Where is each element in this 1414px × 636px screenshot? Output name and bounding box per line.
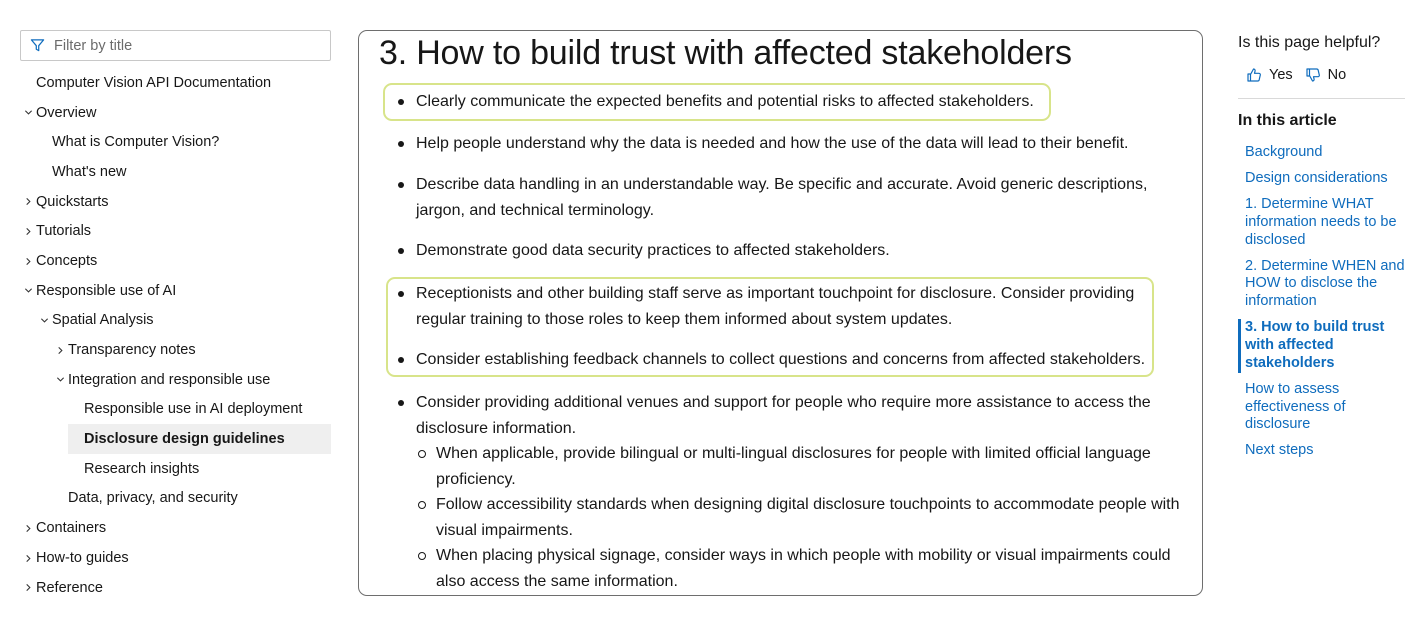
list-item-text: Describe data handling in an understandable way. Be specific and accurate. Avoid generic descriptions, jargon, and technical terminology.: [416, 176, 1148, 219]
sub-list-item: [436, 492, 1186, 543]
toc-item-whats-new[interactable]: [20, 157, 331, 187]
toc-item-label: Integration and responsible use: [68, 371, 271, 388]
toc-item-research-insights[interactable]: [20, 454, 331, 484]
no-button[interactable]: [1305, 67, 1347, 83]
sub-list-item: [436, 441, 1186, 492]
list-item: [416, 131, 1176, 157]
divider: [1238, 98, 1405, 99]
toc-item-how-to-guides[interactable]: [20, 543, 331, 573]
toc-item-label: What is Computer Vision?: [52, 134, 220, 151]
article-link-determine-when-how[interactable]: 2. Determine WHEN and HOW to disclose the information: [1245, 257, 1405, 310]
list-item-text: Clearly communicate the expected benefits and potential risks to affected stakeholders.: [416, 93, 1034, 110]
chevron-right-icon[interactable]: [55, 345, 65, 355]
chevron-right-icon[interactable]: [23, 583, 33, 593]
toc-item-quickstarts[interactable]: [20, 187, 331, 217]
list-item: [416, 238, 1176, 264]
toc-item-label: How-to guides: [36, 549, 129, 566]
sub-list-item: [436, 543, 1186, 594]
toc-item-overview[interactable]: [20, 98, 331, 128]
article-heading: 3. How to build trust with affected stakeholders: [379, 34, 1072, 72]
article-link-next-steps[interactable]: Next steps: [1245, 442, 1314, 459]
list-item-text: Consider providing additional venues and support for people who require more assistance to access the disclosure information.: [416, 394, 1151, 437]
chevron-right-icon[interactable]: [23, 553, 33, 563]
toc-item-tutorials[interactable]: [20, 216, 331, 246]
chevron-down-icon[interactable]: [23, 286, 33, 296]
filter-icon: [30, 38, 45, 53]
feedback-buttons: [1246, 67, 1358, 83]
sub-list-item-text: When placing physical signage, consider ways in which people with mobility or visual impairments could also access the same information.: [436, 547, 1171, 590]
toc-item-what-is-computer-vision[interactable]: [20, 127, 331, 157]
toc-item-label: Concepts: [36, 252, 98, 269]
toc-item-label: Containers: [36, 520, 107, 537]
article-link-build-trust[interactable]: 3. How to build trust with affected stakeholders: [1238, 319, 1405, 372]
yes-button[interactable]: [1246, 67, 1293, 83]
in-this-article-heading: In this article: [1238, 112, 1337, 129]
list-item: [416, 390, 1176, 441]
toc-item-responsible-use-of-ai[interactable]: [20, 276, 331, 306]
sub-list-item-text: When applicable, provide bilingual or multi-lingual disclosures for people with limited official language proficiency.: [436, 445, 1151, 488]
list-item-text: Demonstrate good data security practices to affected stakeholders.: [416, 242, 890, 259]
chevron-down-icon[interactable]: [55, 375, 65, 385]
list-item: [416, 89, 1176, 115]
left-navigation: [20, 30, 331, 602]
filter-input[interactable]: [54, 38, 314, 54]
toc-item-data-privacy-security[interactable]: [20, 484, 331, 514]
list-item-text: Receptionists and other building staff serve as important touchpoint for disclosure. Consider providing regular training to those roles to keep them informed about system updates.: [416, 285, 1135, 328]
chevron-down-icon[interactable]: [39, 316, 49, 326]
article-link-assess-effectiveness[interactable]: How to assess effectiveness of disclosure: [1245, 380, 1346, 433]
toc-item-transparency-notes[interactable]: [20, 335, 331, 365]
chevron-right-icon[interactable]: [23, 523, 33, 533]
toc-item-label: Transparency notes: [68, 342, 196, 359]
article-link-determine-what[interactable]: 1. Determine WHAT information needs to be disclosed: [1245, 195, 1397, 248]
toc-item-label: Data, privacy, and security: [68, 490, 238, 507]
toc-item-spatial-analysis[interactable]: [20, 306, 331, 336]
list-item: [416, 172, 1176, 223]
article-link-design-considerations[interactable]: Design considerations: [1245, 169, 1388, 186]
thumbs-up-icon: [1246, 67, 1262, 83]
toc-item-disclosure-design-guidelines[interactable]: [68, 424, 331, 454]
toc-item-label: Spatial Analysis: [52, 312, 154, 329]
toc-item-label: Responsible use of AI: [36, 282, 177, 299]
toc-item-label: Quickstarts: [36, 193, 109, 210]
toc-item-label: What's new: [52, 163, 127, 180]
table-of-contents: [20, 68, 331, 602]
toc-item-integration-and-responsible-use[interactable]: [20, 365, 331, 395]
toc-item-reference[interactable]: [20, 573, 331, 603]
article-link-background[interactable]: Background: [1245, 144, 1323, 160]
article-content: [358, 30, 1203, 596]
toc-item-documentation[interactable]: [20, 68, 331, 98]
toc-item-concepts[interactable]: [20, 246, 331, 276]
filter-box[interactable]: [20, 30, 331, 61]
toc-item-label: Responsible use in AI deployment: [84, 401, 303, 418]
yes-label: Yes: [1269, 67, 1293, 83]
thumbs-down-icon: [1305, 67, 1321, 83]
toc-item-label: Reference: [36, 579, 103, 596]
toc-item-containers[interactable]: [20, 513, 331, 543]
toc-item-label: Computer Vision API Documentation: [36, 74, 272, 91]
sub-list-item-text: Follow accessibility standards when designing digital disclosure touchpoints to accommodate people with visual impairments.: [436, 496, 1180, 539]
list-item: [416, 281, 1176, 332]
toc-item-label: Research insights: [84, 460, 200, 477]
list-item-text: Help people understand why the data is needed and how the use of the data will lead to their benefit.: [416, 135, 1129, 152]
list-item-text: Consider establishing feedback channels to collect questions and concerns from affected stakeholders.: [416, 351, 1146, 368]
chevron-right-icon[interactable]: [23, 226, 33, 236]
chevron-right-icon[interactable]: [23, 197, 33, 207]
toc-item-label: Disclosure design guidelines: [84, 431, 285, 448]
toc-item-label: Overview: [36, 104, 97, 121]
helpful-question: Is this page helpful?: [1238, 34, 1381, 51]
list-item: [416, 347, 1186, 373]
chevron-down-icon[interactable]: [23, 108, 33, 118]
no-label: No: [1327, 67, 1347, 83]
in-this-article-links: [1238, 144, 1405, 468]
toc-item-label: Tutorials: [36, 223, 92, 240]
toc-item-responsible-use-in-ai-deployment[interactable]: [20, 395, 331, 425]
chevron-right-icon[interactable]: [23, 256, 33, 266]
